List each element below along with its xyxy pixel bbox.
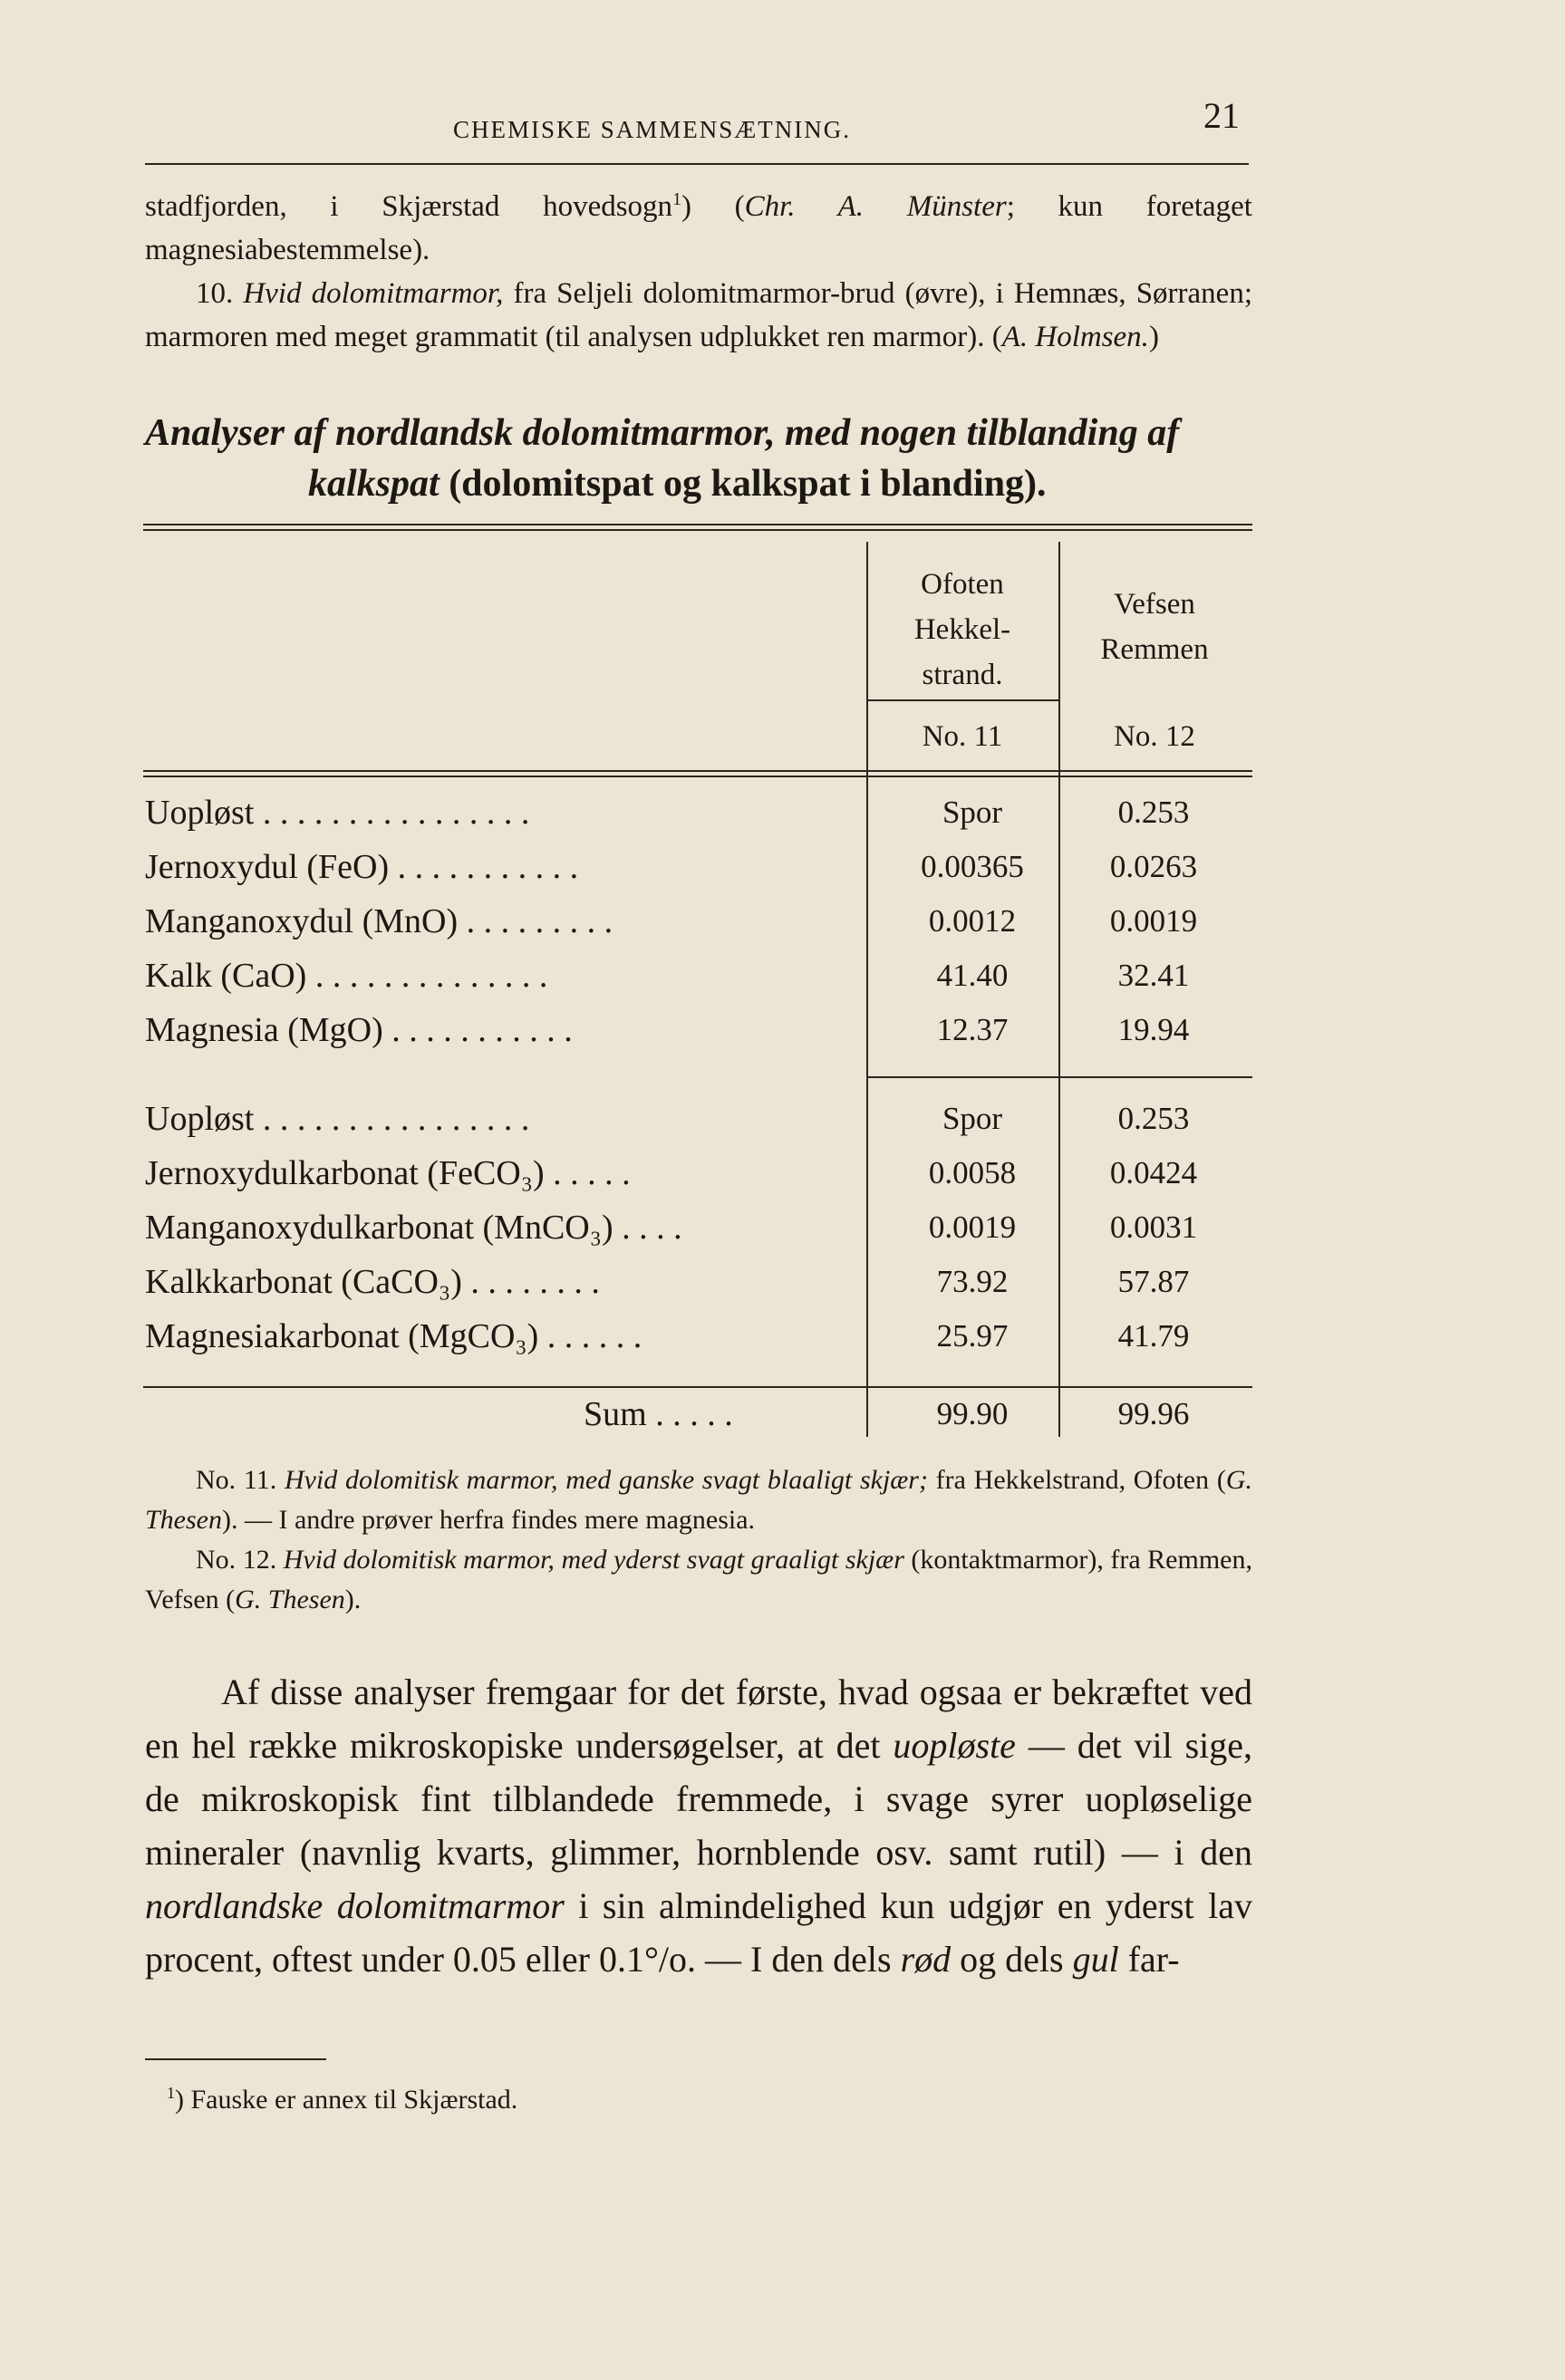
row-label: Kalk (CaO) . . . . . . . . . . . . . . — [145, 957, 548, 995]
table-row — [143, 841, 1252, 893]
text-run: — det vil sige, de mikroskopisk fint tilblandede fremmede, i svage syrer uopløselige mineraler (navnlig kvarts, glimmer, hornblende osv. samt rutil) — i den — [145, 1725, 1252, 1873]
emphasis: rød — [900, 1939, 952, 1980]
note-description: Hvid dolomitisk marmor, med ganske svagt blaaligt skjær; — [284, 1465, 928, 1495]
note-number: No. 11. — [196, 1465, 285, 1495]
value-no12: 0.0263 — [1109, 849, 1198, 884]
column-header-ofoten — [868, 562, 1057, 698]
emphasis: nordlandske dolomitmarmor — [145, 1885, 565, 1926]
item-number: 10. — [196, 277, 244, 310]
value-no12: 0.0031 — [1109, 1209, 1198, 1245]
value-no11: 0.00365 — [921, 849, 1024, 884]
note-author: G. Thesen — [235, 1585, 345, 1614]
value-no12: 32.41 — [1117, 958, 1190, 993]
row-label: Uopløst . . . . . . . . . . . . . . . . — [145, 1100, 530, 1138]
value-no11: 0.0012 — [928, 903, 1017, 939]
row-label: Manganoxydul (MnO) . . . . . . . . . — [145, 902, 613, 940]
intro-text-run: stadfjorden, i Skjærstad hovedsogn — [145, 190, 673, 223]
table-row — [143, 786, 1252, 839]
specimen-name: Hvid dolomitmarmor, — [243, 277, 504, 310]
column-number-12: No. 12 — [1114, 720, 1195, 753]
header-line: Ofoten — [921, 568, 1004, 601]
note-no11 — [145, 1460, 1252, 1540]
row-label: Magnesia (MgO) . . . . . . . . . . . — [145, 1011, 573, 1049]
table-row — [143, 1004, 1252, 1056]
table-row — [143, 1256, 1252, 1308]
value-no12: 19.94 — [1117, 1012, 1190, 1047]
value-no12: 57.87 — [1117, 1264, 1190, 1299]
text-run: Af disse analyser fremgaar for det første, hvad ogsaa er bekræftet ved en hel række mikroskopiske undersøgelser, at det — [145, 1672, 1252, 1766]
intro-text-run: ) — [1148, 321, 1159, 353]
header-line: strand. — [922, 659, 1003, 691]
row-label: Uopløst . . . . . . . . . . . . . . . . — [145, 794, 530, 832]
intro-text-run: ) ( — [681, 190, 745, 223]
footnote — [167, 2084, 517, 2115]
value-no11: 0.0058 — [928, 1155, 1017, 1190]
column-number-11: No. 11 — [922, 720, 1003, 753]
header-rule-inner — [868, 699, 1058, 701]
text-run: og dels — [951, 1939, 1073, 1980]
row-label: Magnesiakarbonat (MgCO₃) . . . . . . — [145, 1317, 642, 1355]
table-row-sum — [143, 1388, 1252, 1441]
value-no11: 25.97 — [936, 1318, 1009, 1354]
note-no12 — [145, 1540, 1252, 1620]
group-rule — [868, 1076, 1252, 1078]
value-no12: 0.253 — [1117, 795, 1190, 830]
table-row — [143, 949, 1252, 1002]
section-heading — [145, 408, 1252, 509]
value-no11: 0.0019 — [928, 1209, 1017, 1245]
emphasis: gul — [1072, 1939, 1119, 1980]
value-no11: 73.92 — [936, 1264, 1009, 1299]
value-no11: 41.40 — [936, 958, 1009, 993]
footnote-mark: 1 — [167, 2084, 175, 2102]
paragraph — [145, 1665, 1252, 1986]
value-no11: Spor — [942, 795, 1003, 830]
note-number: No. 12. — [196, 1545, 284, 1575]
note-text: (kontaktmarmor), fra Remmen, Vefsen ( — [145, 1545, 1252, 1614]
row-label: Kalkkarbonat (CaCO₃) . . . . . . . . — [145, 1263, 600, 1301]
row-label: Jernoxydulkarbonat (FeCO₃) . . . . . — [145, 1154, 631, 1192]
intro-text-run: fra Seljeli dolomitmarmor-brud (øvre), i Hemnæs, Sørranen; marmoren med meget grammatit (til analysen udplukket ren marmor). ( — [145, 277, 1252, 353]
footnote-marker: 1 — [672, 189, 681, 209]
header-bottom-rule — [143, 776, 1252, 777]
header-line: Hekkel- — [913, 613, 1011, 646]
text-run: far- — [1118, 1939, 1180, 1980]
header-rule — [145, 163, 1249, 165]
table-row — [143, 1201, 1252, 1254]
column-header-vefsen — [1060, 582, 1249, 672]
table-notes — [145, 1460, 1252, 1620]
value-no12: 0.0019 — [1109, 903, 1198, 939]
header-line: Vefsen — [1114, 588, 1195, 621]
value-no12: 0.0424 — [1109, 1155, 1198, 1190]
footnote-text: ) Fauske er annex til Skjærstad. — [175, 2085, 518, 2115]
intro-author: A. Holmsen. — [1001, 321, 1149, 353]
value-no11: 12.37 — [936, 1012, 1009, 1047]
note-text: ). — [344, 1585, 362, 1614]
row-label: Manganoxydulkarbonat (MnCO₃) . . . . — [145, 1209, 682, 1247]
heading-rest: (dolomitspat og kalkspat i blanding). — [439, 463, 1047, 505]
analysis-table — [143, 524, 1254, 1448]
header-bottom-rule — [143, 770, 1252, 772]
body-paragraph — [145, 1665, 1252, 1986]
emphasis: uopløste — [893, 1725, 1016, 1766]
header-line: Remmen — [1100, 633, 1209, 666]
page-number: 21 — [1203, 95, 1240, 136]
table-top-rule — [143, 529, 1252, 531]
row-label: Jernoxydul (FeO) . . . . . . . . . . . — [145, 848, 579, 886]
note-text: ). — I andre prøver herfra findes mere magnesia. — [222, 1505, 756, 1535]
table-row — [143, 1147, 1252, 1200]
value-no11: Spor — [942, 1101, 1003, 1136]
value-no12: 41.79 — [1117, 1318, 1190, 1354]
heading-italic: kalkspat — [308, 463, 440, 505]
intro-text — [145, 178, 1252, 359]
note-text: fra Hekkelstrand, Ofoten ( — [927, 1465, 1226, 1495]
intro-text-run: ; kun foretaget magnesiabestemmelse). — [145, 190, 1252, 266]
heading-italic: Analyser af nordlandsk dolomitmarmor, med nogen tilblanding af — [145, 412, 1180, 454]
table-top-rule — [143, 524, 1252, 525]
running-title: CHEMISKE SAMMENSÆTNING. — [453, 116, 852, 143]
intro-paragraph-1 — [145, 178, 1252, 272]
sum-label: Sum . . . . . — [584, 1395, 733, 1433]
value-no12: 0.253 — [1117, 1101, 1190, 1136]
footnote-rule — [145, 2058, 326, 2060]
text-run: i sin almindelighed kun udgjør en yderst lav procent, oftest under 0.05 eller 0.1°/o. — I den dels — [145, 1885, 1252, 1980]
intro-paragraph-2 — [145, 272, 1252, 359]
sum-no12: 99.96 — [1117, 1396, 1190, 1431]
table-row — [143, 895, 1252, 948]
note-description: Hvid dolomitisk marmor, med yderst svagt graaligt skjær — [283, 1545, 904, 1575]
table-row — [143, 1310, 1252, 1363]
note-author: G. Thesen — [145, 1465, 1252, 1535]
sum-no11: 99.90 — [936, 1396, 1009, 1431]
table-row — [143, 1093, 1252, 1145]
intro-author: Chr. A. Münster — [744, 190, 1007, 223]
